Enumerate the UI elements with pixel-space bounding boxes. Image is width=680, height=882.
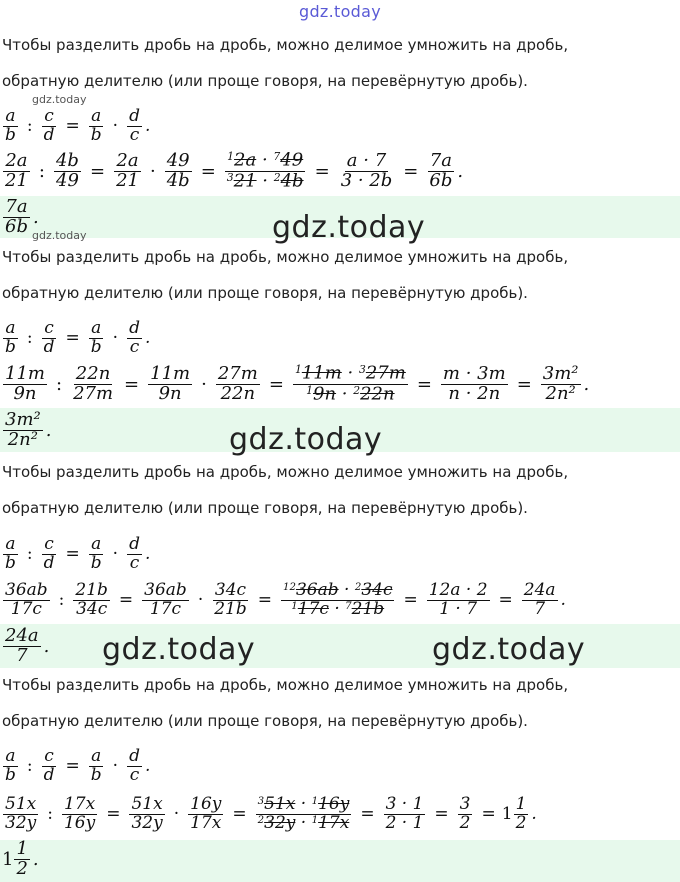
watermark-big: gdz.today bbox=[229, 422, 383, 457]
watermark-small: gdz.today bbox=[32, 229, 87, 242]
solution-formula: 36ab 17c : $\frac{21b}{34c}$ = $\frac{36ab}{17c}$ · $\frac{34c}{21b}$ = $\frac{^{12}36ab \cdot ^234c}{^117c \cdot ^721b}$ = $\frac{12a \cdot 2}{1 \cdot 7}$ = $\frac{24a}{7}$ . bbox=[5, 579, 566, 619]
answer-band bbox=[0, 840, 680, 882]
rule-formula: a b : $\frac{c}{d}$ = $\frac{a}{b}$ · d c . bbox=[5, 534, 151, 573]
answer: 24a 7 . bbox=[5, 624, 50, 666]
watermark-top: gdz.today bbox=[299, 2, 381, 21]
intro-line-1: Чтобы разделить дробь на дробь, можно делимое умножить на дробь, bbox=[2, 676, 569, 694]
cancellation-fraction: $\frac{^351x \cdot ^116y}{^232y \cdot ^117x}$ bbox=[257, 793, 350, 833]
intro-line-2: обратную делителю (или проще говоря, на перевёрнутую дробь). bbox=[2, 72, 528, 90]
intro-line-2: обратную делителю (или проще говоря, на перевёрнутую дробь). bbox=[2, 712, 528, 730]
fraction: $\frac{a}{b}$ bbox=[90, 106, 102, 145]
intro-line-1: Чтобы разделить дробь на дробь, можно делимое умножить на дробь, bbox=[2, 36, 569, 54]
answer: 7a 6b . bbox=[5, 195, 39, 237]
rule-formula: a b : $\frac{c}{d}$ = $\frac{a}{b}$ · d c . bbox=[5, 318, 151, 357]
mixed-number: 1 1 2 bbox=[501, 793, 527, 833]
rule-formula: a b : $\frac{c}{d}$ = $\frac{a}{b}$ · d c . bbox=[5, 746, 151, 785]
intro-line-2: обратную делителю (или проще говоря, на перевёрнутую дробь). bbox=[2, 284, 528, 302]
watermark-big: gdz.today bbox=[102, 632, 256, 667]
intro-line-2: обратную делителю (или проще говоря, на перевёрнутую дробь). bbox=[2, 499, 528, 517]
fraction: a b bbox=[5, 106, 16, 145]
cancellation-fraction: $\frac{^12a \cdot ^749}{^321 \cdot ^24b}$ bbox=[226, 149, 304, 191]
intro-line-1: Чтобы разделить дробь на дробь, можно делимое умножить на дробь, bbox=[2, 463, 569, 481]
cancellation-fraction: $\frac{^111m \cdot ^327m}{^19n \cdot ^222n}$ bbox=[294, 362, 406, 404]
cancellation-fraction: $\frac{^{12}36ab \cdot ^234c}{^117c \cdot ^721b}$ bbox=[282, 579, 393, 619]
answer: 1 1 2 . bbox=[2, 837, 39, 879]
watermark-big: gdz.today bbox=[432, 632, 586, 667]
watermark-big: gdz.today bbox=[272, 210, 426, 245]
solution-formula: 2a 21 : $\frac{4b}{49}$ = $\frac{2a}{21}$ · $\frac{49}{4b}$ = $\frac{^12a \cdot ^749}{^321 \cdot ^24b}$ = $\frac{a \cdot 7}{3 \cdot 2b}$ = $\frac{7a}{6b}$ . bbox=[5, 149, 464, 191]
fraction: $\frac{c}{d}$ bbox=[43, 106, 55, 145]
watermark-small: gdz.today bbox=[32, 93, 87, 106]
answer: 3m² 2n² . bbox=[5, 408, 52, 450]
solution-formula: 11m 9n : $\frac{22n}{27m}$ = $\frac{11m}{9n}$ · $\frac{27m}{22n}$ = $\frac{^111m \cdot ^327m}{^19n \cdot ^222n}$ = $\frac{m \cdot 3m}{n \cdot 2n}$ = $\frac{\text{3m²}}{\text{2n²}}$ . bbox=[5, 362, 590, 404]
intro-line-1: Чтобы разделить дробь на дробь, можно делимое умножить на дробь, bbox=[2, 248, 569, 266]
solution-formula: 51x 32y : $\frac{17x}{16y}$ = $\frac{51x}{32y}$ · $\frac{16y}{17x}$ = $\frac{^351x \cdot ^116y}{^232y \cdot ^117x}$ = $\frac{3 \cdot 1}{2 \cdot 1}$ = $\frac{3}{2}$ = 1 1 2 . bbox=[5, 793, 537, 833]
fraction: d c bbox=[129, 106, 140, 145]
rule-formula: a b : $\frac{c}{d}$ = $\frac{a}{b}$ · d c . bbox=[5, 106, 151, 145]
